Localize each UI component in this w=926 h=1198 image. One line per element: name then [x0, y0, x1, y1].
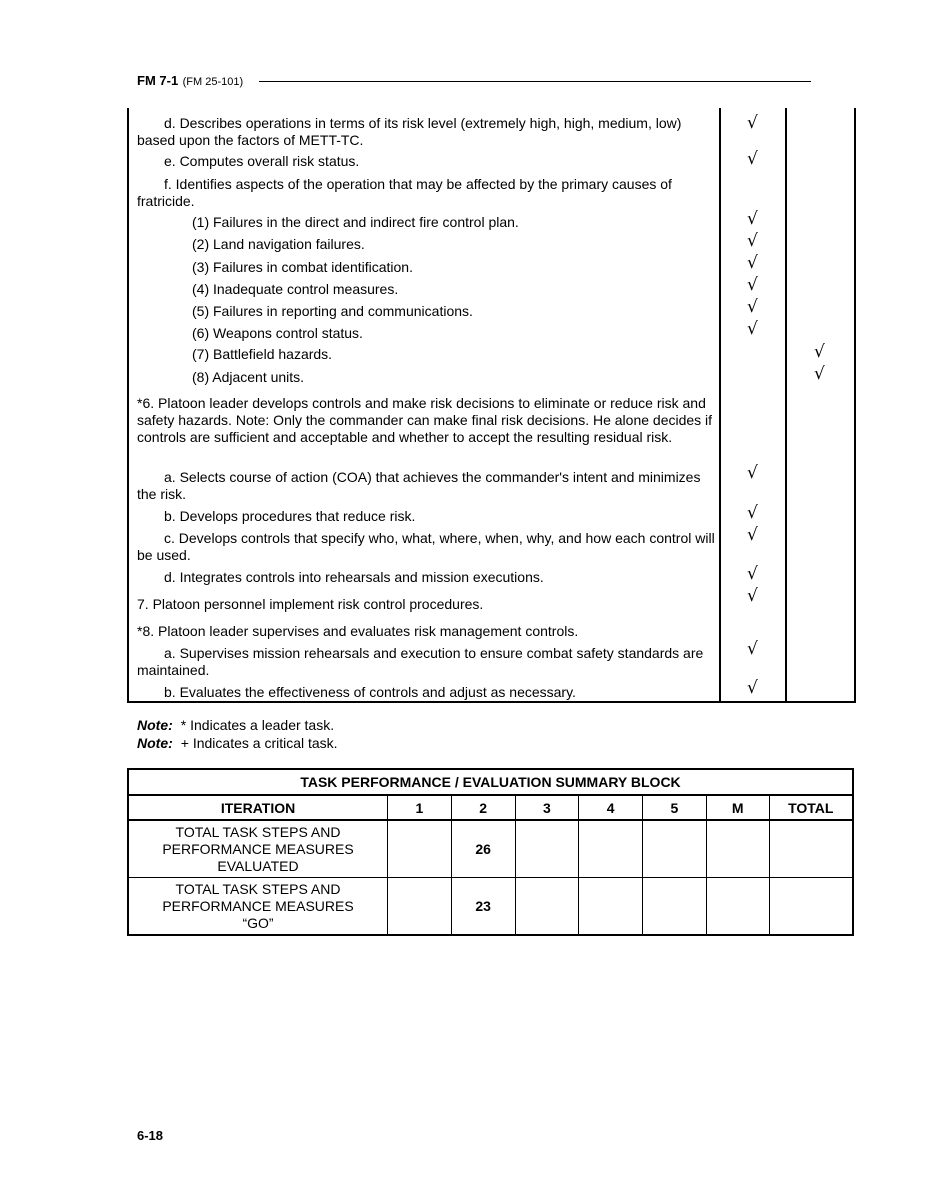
step-row: (7) Battlefield hazards.: [192, 346, 333, 362]
table-cell: [515, 820, 579, 878]
summary-title: TASK PERFORMANCE / EVALUATION SUMMARY BLOCK: [128, 769, 853, 795]
check-mark: √: [747, 275, 758, 295]
check-mark: √: [747, 639, 758, 659]
check-mark: √: [747, 503, 758, 523]
check-mark: √: [747, 319, 758, 339]
step-row: *6. Platoon leader develops controls and make risk decisions to eliminate or reduce risk and safety hazards. Note: Only the commander can make final risk decisions. He alone decides if controls are sufficient and acceptable and whether to accept the resulting residual risk.: [137, 395, 713, 445]
check-mark: √: [747, 463, 758, 483]
check-mark: √: [747, 525, 758, 545]
table-row: [128, 878, 853, 936]
step-row: d. Describes operations in terms of its risk level (extremely high, high, medium, low) based upon the factors of METT-TC.: [137, 115, 682, 148]
check-mark: √: [747, 297, 758, 317]
step-row: (2) Land navigation failures.: [192, 236, 365, 252]
step-row: c. Develops controls that specify who, what, where, when, why, and how each control will be used.: [137, 530, 715, 563]
table-cell: [515, 878, 579, 936]
table-cell: [706, 820, 769, 878]
header-4: 4: [579, 795, 643, 820]
header-total: TOTAL: [769, 795, 853, 820]
header-iteration: ITERATION: [128, 795, 388, 820]
notes: [137, 716, 338, 752]
step-row: 7. Platoon personnel implement risk control procedures.: [137, 596, 484, 612]
page-number: 6-18: [137, 1128, 164, 1143]
table-cell: [388, 820, 452, 878]
summary-block-table: [127, 768, 854, 936]
table-cell: [579, 820, 643, 878]
note-line: [137, 734, 338, 752]
check-mark: √: [814, 342, 825, 362]
header-1: 1: [388, 795, 452, 820]
step-row: (6) Weapons control status.: [192, 325, 363, 341]
check-mark: √: [747, 113, 758, 133]
table-cell: [388, 878, 452, 936]
header-2: 2: [451, 795, 515, 820]
step-row: (8) Adjacent units.: [192, 369, 305, 385]
check-mark: √: [747, 253, 758, 273]
table-cell: [643, 820, 707, 878]
manual-code: FM 7-1: [137, 73, 179, 88]
note-text: * Indicates a leader task.: [180, 717, 335, 733]
row-label: TOTAL TASK STEPS AND PERFORMANCE MEASURES EVALUATED: [128, 820, 388, 878]
step-row: (3) Failures in combat identification.: [192, 259, 413, 275]
table-cell: 23: [451, 878, 515, 936]
note-line: [137, 716, 338, 734]
table-row: [128, 820, 853, 878]
table-cell: [769, 820, 853, 878]
note-label: Note:: [137, 717, 173, 733]
header-rule: [259, 81, 811, 82]
check-mark: √: [747, 564, 758, 584]
table-cell: [769, 878, 853, 936]
column-divider: [719, 108, 721, 701]
step-row: (5) Failures in reporting and communications.: [192, 303, 473, 319]
check-mark: √: [747, 678, 758, 698]
running-header: [137, 72, 811, 92]
header-3: 3: [515, 795, 579, 820]
table-cell: [706, 878, 769, 936]
step-row: (4) Inadequate control measures.: [192, 281, 399, 297]
header-m: M: [706, 795, 769, 820]
manual-subcode: (FM 25-101): [182, 76, 244, 88]
step-row: e. Computes overall risk status.: [164, 153, 360, 169]
task-steps-table: [127, 108, 856, 703]
check-mark: √: [747, 231, 758, 251]
step-row: f. Identifies aspects of the operation that may be affected by the primary causes of fratricide.: [137, 176, 672, 209]
step-row: d. Integrates controls into rehearsals and mission executions.: [164, 569, 544, 585]
note-text: + Indicates a critical task.: [180, 735, 338, 751]
step-row: b. Evaluates the effectiveness of controls and adjust as necessary.: [164, 684, 576, 700]
table-cell: 26: [451, 820, 515, 878]
column-divider: [785, 108, 787, 701]
check-mark: √: [747, 586, 758, 606]
step-row: (1) Failures in the direct and indirect fire control plan.: [192, 214, 519, 230]
step-row: a. Selects course of action (COA) that achieves the commander's intent and minimizes the risk.: [137, 469, 701, 502]
row-label: TOTAL TASK STEPS AND PERFORMANCE MEASURES “GO”: [128, 878, 388, 936]
note-label: Note:: [137, 735, 173, 751]
table-cell: [579, 878, 643, 936]
table-cell: [643, 878, 707, 936]
step-row: a. Supervises mission rehearsals and execution to ensure combat safety standards are maintained.: [137, 645, 704, 678]
check-mark: √: [747, 209, 758, 229]
check-mark: √: [747, 149, 758, 169]
header-5: 5: [643, 795, 707, 820]
step-row: b. Develops procedures that reduce risk.: [164, 508, 416, 524]
step-row: *8. Platoon leader supervises and evaluates risk management controls.: [137, 623, 579, 639]
check-mark: √: [814, 364, 825, 384]
